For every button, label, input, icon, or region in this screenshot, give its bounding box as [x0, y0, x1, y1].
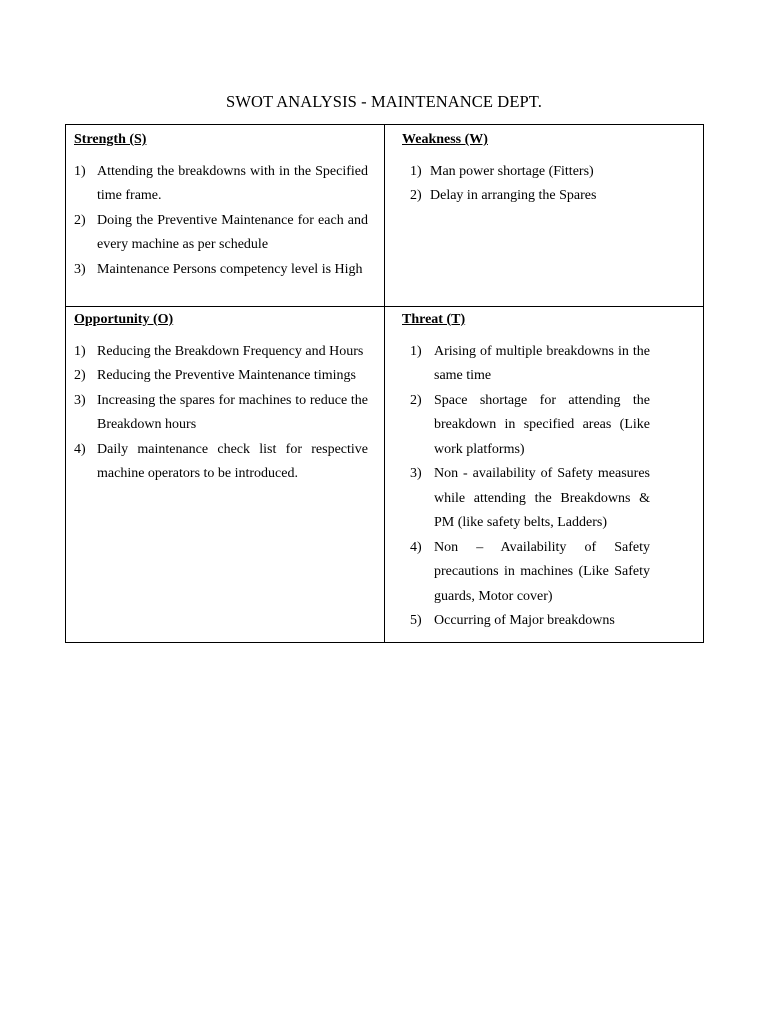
- item-text: Increasing the spares for machines to reduce the Breakdown hours: [97, 392, 368, 432]
- item-number: 2): [410, 392, 422, 408]
- item-number: 5): [410, 613, 422, 628]
- item-number: 1): [74, 163, 86, 179]
- strength-cell: [74, 128, 368, 282]
- item-text: Reducing the Preventive Maintenance timings: [97, 368, 356, 383]
- column-divider: [384, 125, 385, 642]
- item-text: Daily maintenance check list for respective machine operators to be introduced.: [97, 441, 368, 481]
- item-number: 1): [74, 343, 86, 359]
- list-item: [74, 438, 368, 487]
- item-number: 3): [410, 466, 422, 481]
- row-divider: [66, 306, 703, 307]
- page-title: SWOT ANALYSIS - MAINTENANCE DEPT.: [226, 92, 542, 111]
- opportunity-list: [74, 340, 368, 487]
- item-text: Space shortage for attending the breakdown in specified areas (Like work platforms): [434, 392, 650, 457]
- threat-cell: [402, 308, 650, 634]
- list-item: [74, 389, 368, 438]
- threat-list: [410, 340, 650, 634]
- list-item: [74, 258, 368, 283]
- item-number: 2): [410, 188, 422, 203]
- list-item: [74, 340, 368, 365]
- list-item: [74, 160, 368, 209]
- list-item: [410, 462, 650, 536]
- item-number: 1): [410, 343, 422, 359]
- item-number: 3): [74, 392, 86, 408]
- threat-heading: Threat (T): [402, 312, 466, 327]
- item-text: Reducing the Breakdown Frequency and Hours: [97, 343, 364, 359]
- swot-table: [65, 124, 704, 643]
- item-number: 4): [74, 441, 86, 457]
- list-item: [74, 209, 368, 258]
- weakness-list: [410, 160, 692, 209]
- strength-heading: Strength (S): [74, 132, 147, 147]
- weakness-cell: [402, 128, 692, 209]
- item-text: Attending the breakdowns with in the Specified time frame.: [97, 163, 368, 203]
- item-number: 4): [410, 539, 422, 555]
- item-number: 3): [74, 261, 86, 277]
- item-text: Non – Availability of Safety precautions in machines (Like Safety guards, Motor cover): [434, 539, 650, 604]
- list-item: [74, 364, 368, 389]
- item-text: Occurring of Major breakdowns: [434, 613, 615, 628]
- item-number: 2): [74, 368, 86, 383]
- item-number: 2): [74, 212, 86, 228]
- item-number: 1): [410, 163, 422, 179]
- item-text: Maintenance Persons competency level is High: [97, 261, 363, 277]
- opportunity-heading: Opportunity (O): [74, 312, 174, 327]
- strength-list: [74, 160, 368, 283]
- list-item: [410, 536, 650, 610]
- list-item: [410, 160, 692, 185]
- list-item: [410, 340, 650, 389]
- item-text: Arising of multiple breakdowns in the same time: [434, 343, 650, 383]
- item-text: Doing the Preventive Maintenance for each and every machine as per schedule: [97, 212, 368, 252]
- list-item: [410, 184, 692, 209]
- item-text: Non - availability of Safety measures while attending the Breakdowns & PM (like safety belts, Ladders): [434, 466, 650, 530]
- weakness-heading: Weakness (W): [402, 132, 488, 147]
- item-text: Man power shortage (Fitters): [430, 163, 594, 179]
- item-text: Delay in arranging the Spares: [430, 188, 597, 203]
- list-item: [410, 389, 650, 463]
- list-item: [410, 609, 650, 634]
- opportunity-cell: [74, 308, 368, 487]
